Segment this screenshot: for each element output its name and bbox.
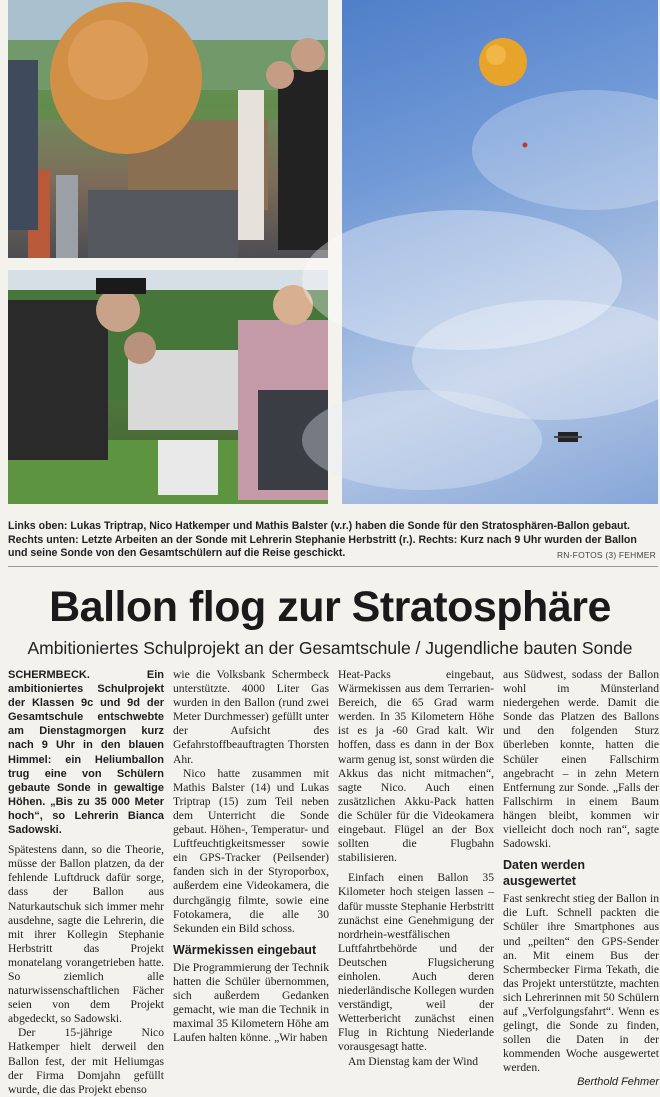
- headline: Ballon flog zur Stratosphäre: [49, 583, 611, 631]
- article-paragraph: Fast senkrecht stieg der Ballon in die Luft. Schnell packten die Schüler ihre Smartphones aus und „peilten“ den GPS-Sender an. Mit einem Bus der Schermbecker Firma Tekath, die das Projekt unterstützte, machten sich Lehrerinnen mit 50 Schülern auf „Verfolgungsfahrt“. Wenn es gelingt, die Sonde zu finden, sollen die Daten in der kommenden Woche ausgewertet werden.: [503, 892, 659, 1075]
- students-with-probe-illustration: [8, 270, 328, 504]
- photo-students-with-probe: [8, 270, 328, 504]
- article-subheading: Daten werden ausgewertet: [503, 858, 585, 889]
- article-paragraph: aus Südwest, sodass der Ballon wohl im Münsterland niedergehen werde. Damit die Sonde das Platzen des Ballons und den folgenden Sturz überleben konnte, hatten die Schüler einen Fallschirm angebracht – in zehn Metern Entfernung zur Sonde. „Falls der Fallschirm in einem Baum hängen bleibt, kommen wir vielleicht doch noch ran“, sagte Sadowski.: [503, 668, 659, 851]
- article-paragraph: Spätestens dann, so die Theorie, müsse der Ballon platzen, da der fehlende Luftdruck dafür sorge, dass der Ballon aus Naturkautschuk sich immer mehr ausdehne, sagte die Lehrerin, die mit ihrer Kollegin Stephanie Herbstritt das Projekt monatelang vorangetrieben hatte. So ziemlich alle naturwissenschaftlichen Fächer seien von dem Projekt abgedeckt, so Sadowski.: [8, 843, 164, 1026]
- article-subheading: Wärmekissen eingebaut: [173, 942, 317, 957]
- article-lead: SCHERMBECK. Ein ambitioniertes Schulprojekt der Klassen 9c und 9d der Gesamtschule entschwebte am Dienstagmorgen kurz nach 9 Uhr in den blauen Himmel: ein Heliumballon trug eine von Schülern gebaute Sonde in gewaltige Höhen. „Bis zu 35 000 Meter hoch“, so Lehrerin Bianca Sadowski.: [8, 669, 164, 837]
- article-column-4: [503, 668, 659, 1089]
- article-column-3: [338, 668, 494, 1068]
- photo-credit: RN-FOTOS (3) FEHMER: [556, 550, 656, 560]
- balloon-preparation-illustration: [8, 0, 328, 258]
- article-paragraph: Am Dienstag kam der Wind: [348, 1054, 479, 1068]
- divider: [8, 566, 658, 567]
- photo-balloon-preparation: [8, 0, 328, 258]
- balloon-in-sky-illustration: [342, 0, 658, 504]
- article-paragraph: Nico hatte zusammen mit Mathis Balster (14) und Lukas Triptrap (15) zum Teil neben dem Unterricht die Sonde gebaut. Höhen-, Temperatur- und Luftfeuchtigkeitsmesser sowie ein GPS-Tracker (Peilsender) fanden sich in der Styroporbox, außerdem eine Videokamera, die durchgängig filmte, sowie eine Fotokamera, die alle 30 Sekunden ein Bild schoss.: [173, 766, 329, 935]
- article-paragraph: Der 15-jährige Nico Hatkemper hielt derweil den Ballon fest, der mit Heliumgas der Firma Domjahn gefüllt wurde, die das Projekt ebenso: [8, 1026, 164, 1096]
- article-paragraph: wie die Volksbank Schermbeck unterstützte. 4000 Liter Gas wurden in den Ballon (rund zwei Meter Durchmesser) gefüllt unter der Aufsicht des Gefahrstoffbeauftragten Thorsten Ahr.: [173, 668, 329, 766]
- photo-balloon-in-sky: [342, 0, 658, 504]
- article-author: Berthold Fehmer: [577, 1076, 659, 1089]
- article-paragraph: Einfach einen Ballon 35 Kilometer hoch steigen lassen – dafür musste Stephanie Herbstritt zunächst eine Genehmigung der nordrhein-westfälischen Luftfahrtbehörde und der Deutschen Flugsicherung einholen. Auch deren niederländische Kollegen wurden verständigt, weil der Wetterbericht zunächst einen Flug in Richtung Niederlande vorausgesagt hatte.: [338, 871, 494, 1054]
- article-paragraph: Heat-Packs eingebaut, Wärmekissen aus dem Terrarien-Bereich, die 65 Grad warm werden. In 35 Kilometern Höhe ist es ja -60 Grad kalt. Wir hoffen, dass es dann in der Box warm genug ist, sonst würden die Akkus das nicht mitmachen“, sagte Nico. Auch einen zusätzlichen Akku-Pack hatten die Schüler für die Videokamera eingebaut. Flügel an der Box sollten die Flugbahn stabilisieren.: [338, 668, 494, 865]
- subheadline: Ambitioniertes Schulprojekt an der Gesamtschule / Jugendliche bauten Sonde: [27, 638, 633, 658]
- photo-caption: Links oben: Lukas Triptrap, Nico Hatkemper und Mathis Balster (v.r.) haben die Sonde für den Stratosphären-Ballon gebaut. Rechts unten: Letzte Arbeiten an der Sonde mit Lehrerin Stephanie Herbstritt (r.). Rechts: Kurz nach 9 Uhr wurden der Ballon und seine Sonde von den Gesamtschülern auf die Reise geschickt.: [8, 520, 637, 559]
- article-column-1: [8, 668, 164, 1096]
- article-paragraph: Die Programmierung der Technik hatten die Schüler übernommen, sich außerdem Gedanken gemacht, wie man die Technik in maximal 35 Kilometern Höhe am Laufen halten könne. „Wir haben: [173, 960, 329, 1045]
- article-column-2: [173, 668, 329, 1068]
